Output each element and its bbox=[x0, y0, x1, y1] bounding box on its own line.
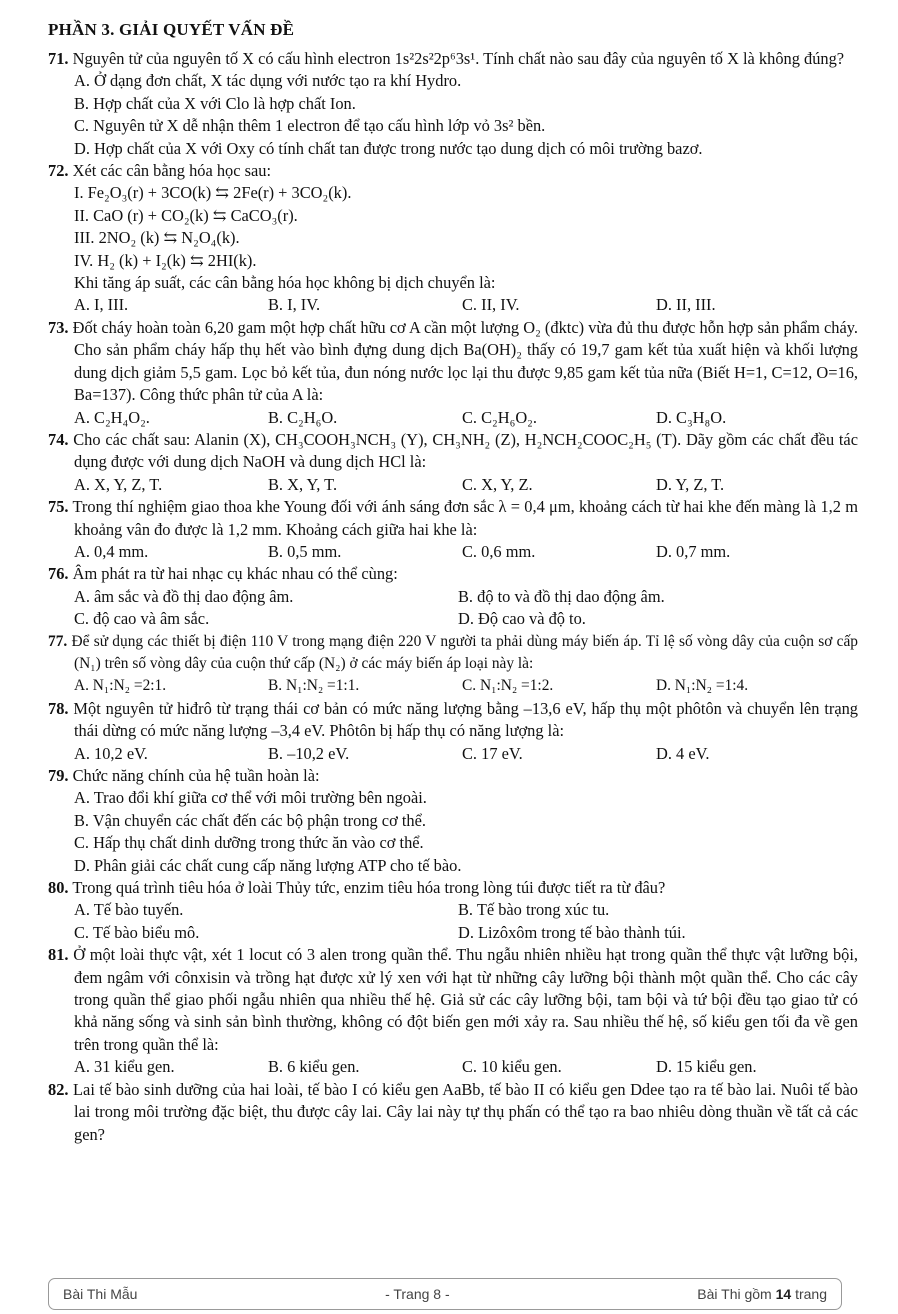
answer-option-d: D. Lizôxôm trong tế bào thành túi. bbox=[458, 922, 686, 942]
answer-options bbox=[48, 407, 858, 429]
answer-options bbox=[48, 586, 858, 631]
answer-option-a: A. I, III. bbox=[74, 295, 129, 315]
answer-option-b: B. –10,2 eV. bbox=[268, 743, 350, 763]
answer-option-c: C. C₂H₆O₂. bbox=[462, 407, 537, 427]
answer-option-c: C. Tế bào biểu mô. bbox=[74, 922, 200, 942]
question-stem bbox=[48, 765, 858, 787]
exam-page bbox=[48, 20, 858, 1146]
answer-option-b: B. X, Y, T. bbox=[268, 474, 338, 494]
answer-option-b: B. C₂H₆O. bbox=[268, 407, 338, 427]
question-text: Trong quá trình tiêu hóa ở loài Thủy tức, enzim tiêu hóa trong lòng túi được tiết ra từ đâu? bbox=[72, 878, 666, 898]
question-number: 76. bbox=[48, 564, 69, 584]
answer-option-b: B. I, IV. bbox=[268, 295, 321, 315]
question-1 bbox=[48, 48, 858, 160]
question-stem bbox=[48, 944, 858, 1056]
answer-options bbox=[48, 474, 858, 496]
question-stem bbox=[48, 48, 858, 70]
question-stem bbox=[48, 496, 858, 541]
answer-options bbox=[48, 899, 858, 944]
answer-option-d: D. Độ cao và độ to. bbox=[458, 609, 586, 629]
answer-option-c: C. 10 kiểu gen. bbox=[462, 1057, 562, 1077]
answer-option-c: C. Nguyên tử X dễ nhận thêm 1 electron để tạo cấu hình lớp vỏ 3s² bền. bbox=[74, 116, 546, 136]
answer-option-d: D. 0,7 mm. bbox=[656, 541, 731, 561]
question-line: I. Fe₂O₃(r) + 3CO(k) ⇆ 2Fe(r) + 3CO₂(k). bbox=[74, 183, 352, 203]
answer-option-b: B. Hợp chất của X với Clo là hợp chất Ion. bbox=[74, 93, 356, 113]
answer-option-c: C. Hấp thụ chất dinh dưỡng trong thức ăn vào cơ thể. bbox=[74, 833, 424, 853]
answer-option-c: C. N₁:N₂ =1:2. bbox=[462, 677, 554, 695]
answer-option-c: C. độ cao và âm sắc. bbox=[74, 609, 210, 629]
question-number: 73. bbox=[48, 317, 69, 337]
question-text: Cho các chất sau: Alanin (X), CH₃COOH₃NCH₃ (Y), CH₃NH₂ (Z), H₂NCH₂COOC₂H₅ (T). Dãy gồm các chất đều tác dụng được với dung dịch NaOH và dung dịch HCl là: bbox=[73, 429, 858, 472]
question-stem bbox=[48, 563, 858, 585]
answer-options bbox=[48, 541, 858, 563]
answer-option-a: A. 0,4 mm. bbox=[74, 541, 149, 561]
answer-option-d: D. 4 eV. bbox=[656, 743, 710, 763]
question-list bbox=[48, 48, 858, 1146]
answer-option-d: D. Hợp chất của X với Oxy có tính chất tan được trong nước tạo dung dịch có môi trường bazơ. bbox=[74, 138, 703, 158]
answer-option-a: A. X, Y, Z, T. bbox=[74, 474, 163, 494]
answer-option-a: A. N₁:N₂ =2:1. bbox=[74, 677, 167, 695]
question-5 bbox=[48, 496, 858, 563]
question-text: Nguyên tử của nguyên tố X có cấu hình electron 1s²2s²2p⁶3s¹. Tính chất nào sau đây của nguyên tố X là không đúng? bbox=[72, 49, 845, 68]
section-title: PHẦN 3. GIẢI QUYẾT VẤN ĐỀ bbox=[48, 20, 295, 39]
question-6 bbox=[48, 563, 858, 630]
question-7 bbox=[48, 631, 858, 698]
answer-options bbox=[48, 294, 858, 316]
answer-option-a: A. Tế bào tuyến. bbox=[74, 900, 184, 920]
answer-option-d: D. Y, Z, T. bbox=[656, 474, 725, 494]
answer-option-a: A. Trao đổi khí giữa cơ thể với môi trường bên ngoài. bbox=[74, 788, 427, 808]
question-9 bbox=[48, 765, 858, 877]
answer-option-b: B. 0,5 mm. bbox=[268, 541, 342, 561]
question-number: 71. bbox=[48, 49, 69, 68]
question-stem bbox=[48, 429, 858, 474]
question-number: 78. bbox=[48, 698, 69, 718]
question-12 bbox=[48, 1079, 858, 1146]
answer-option-a: A. 10,2 eV. bbox=[74, 743, 148, 763]
question-text: Một nguyên tử hiđrô từ trạng thái cơ bản có mức năng lượng bằng –13,6 eV, hấp thụ một phôtôn và chuyển lên trạng thái dừng có mức năng lượng –3,4 eV. Phôtôn bị hấp thụ có năng lượng là: bbox=[73, 698, 858, 741]
question-stem bbox=[48, 877, 858, 899]
answer-option-b: B. N₁:N₂ =1:1. bbox=[268, 677, 360, 695]
question-10 bbox=[48, 877, 858, 944]
answer-options bbox=[48, 70, 858, 160]
answer-options bbox=[48, 743, 858, 765]
answer-option-b: B. Vận chuyển các chất đến các bộ phận trong cơ thể. bbox=[74, 810, 426, 830]
question-number: 75. bbox=[48, 497, 69, 517]
question-line: II. CaO (r) + CO₂(k) ⇆ CaCO₃(r). bbox=[74, 205, 298, 225]
answer-option-a: A. âm sắc và đồ thị dao động âm. bbox=[74, 586, 294, 606]
footer-right-prefix: Bài Thi gồm bbox=[697, 1286, 776, 1302]
answer-option-d: D. Phân giải các chất cung cấp năng lượng ATP cho tế bào. bbox=[74, 855, 462, 875]
answer-option-a: A. C₂H₄O₂. bbox=[74, 407, 150, 427]
question-number: 74. bbox=[48, 429, 69, 449]
question-number: 80. bbox=[48, 878, 69, 898]
footer-page-number: - Trang 8 - bbox=[385, 1286, 450, 1302]
answer-option-d: D. II, III. bbox=[656, 295, 716, 315]
question-text: Để sử dụng các thiết bị điện 110 V trong mạng điện 220 V người ta phải dùng máy biến áp. Tỉ lệ số vòng dây của cuộn sơ cấp (N₁) trên số vòng dây của cuộn thứ cấp (N₂) ở các máy biến áp loại này là: bbox=[71, 632, 858, 672]
question-number: 72. bbox=[48, 161, 69, 181]
answer-options bbox=[48, 787, 858, 877]
question-11 bbox=[48, 944, 858, 1078]
question-stem bbox=[48, 160, 858, 182]
answer-option-a: A. Ở dạng đơn chất, X tác dụng với nước tạo ra khí Hydro. bbox=[74, 71, 462, 91]
answer-option-c: C. X, Y, Z. bbox=[462, 474, 533, 494]
question-text: Xét các cân bằng hóa học sau: bbox=[72, 161, 272, 181]
answer-option-d: D. 15 kiểu gen. bbox=[656, 1057, 757, 1077]
question-text: Đốt cháy hoàn toàn 6,20 gam một hợp chất hữu cơ A cần một lượng O₂ (đktc) vừa đủ thu được hỗn hợp sản phẩm cháy. Cho sản phẩm cháy hấp thụ hết vào bình đựng dung dịch Ba(OH)₂ thấy có 19,7 gam kết tủa xuất hiện và khối lượng dung dịch giảm 5,5 gam. Lọc bỏ kết tủa, đun nóng nước lọc lại thu được 9,85 gam kết tủa nữa (Biết H=1, C=12, O=16, Ba=137). Công thức phân tử của A là: bbox=[72, 317, 858, 405]
question-text: Ở một loài thực vật, xét 1 locut có 3 alen trong quần thể. Thu ngẫu nhiên nhiều hạt trong quần thể thực vật lưỡng bội, đem ngâm với cônxisin và trồng hạt được xử lý xen với hạt từ những cây lưỡng bội thành một quần thể. Cho các cây trong quần thể giao phối ngẫu nhiên qua nhiều thế hệ. Giả sử các cây lưỡng bội, tam bội và tứ bội đều tạo giao tử có khả năng sống và sinh sản bình thường, không có đột biến gen mới xảy ra. Sau nhiều thế hệ, số kiểu gen tối đa về gen trên trong quần thể là: bbox=[73, 945, 858, 1054]
answer-options bbox=[48, 675, 858, 697]
footer-total-pages: 14 bbox=[775, 1286, 792, 1302]
answer-option-b: B. Tế bào trong xúc tu. bbox=[458, 900, 610, 920]
question-number: 79. bbox=[48, 766, 69, 785]
question-line: III. 2NO₂ (k) ⇆ N₂O₄(k). bbox=[74, 228, 240, 248]
footer-right-suffix: trang bbox=[791, 1286, 827, 1302]
answer-option-b: B. độ to và đồ thị dao động âm. bbox=[458, 586, 665, 606]
question-line: Khi tăng áp suất, các cân bằng hóa học không bị dịch chuyển là: bbox=[74, 273, 496, 293]
answer-option-d: D. N₁:N₂ =1:4. bbox=[656, 677, 749, 695]
question-number: 77. bbox=[48, 632, 68, 650]
question-stem bbox=[48, 698, 858, 743]
answer-option-c: C. II, IV. bbox=[462, 295, 520, 315]
question-2 bbox=[48, 160, 858, 317]
answer-option-b: B. 6 kiểu gen. bbox=[268, 1057, 360, 1077]
question-4 bbox=[48, 429, 858, 496]
question-text: Lai tế bào sinh dưỡng của hai loài, tế bào I có kiểu gen AaBb, tế bào II có kiểu gen Ddee tạo ra tế bào lai. Nuôi tế bào lai trong môi trường đặc biệt, thu được cây lai. Cây lai này tự thụ phấn có thể tạo ra bao nhiêu dòng thuần về tất cả các gen? bbox=[73, 1079, 858, 1144]
question-number: 82. bbox=[48, 1079, 69, 1099]
footer-right bbox=[697, 1286, 827, 1302]
footer-left: Bài Thi Mẫu bbox=[63, 1286, 138, 1302]
question-text: Chức năng chính của hệ tuần hoàn là: bbox=[72, 766, 320, 785]
answer-options bbox=[48, 1056, 858, 1078]
question-stem bbox=[48, 631, 858, 676]
answer-option-d: D. C₃H₈O. bbox=[656, 407, 727, 427]
question-3 bbox=[48, 317, 858, 429]
page-footer bbox=[48, 1278, 842, 1310]
question-stem bbox=[48, 317, 858, 407]
question-number: 81. bbox=[48, 945, 69, 965]
question-text: Trong thí nghiệm giao thoa khe Young đối với ánh sáng đơn sắc λ = 0,4 μm, khoảng cách từ hai khe đến màng là 1,2 m khoảng vân đo được là 1,2 mm. Khoảng cách giữa hai khe là: bbox=[72, 497, 858, 539]
question-8 bbox=[48, 698, 858, 765]
answer-option-c: C. 0,6 mm. bbox=[462, 541, 536, 561]
question-text: Âm phát ra từ hai nhạc cụ khác nhau có thể cùng: bbox=[72, 564, 398, 584]
question-stem bbox=[48, 1079, 858, 1146]
answer-option-a: A. 31 kiểu gen. bbox=[74, 1057, 175, 1077]
question-line: IV. H₂ (k) + I₂(k) ⇆ 2HI(k). bbox=[74, 250, 257, 270]
answer-option-c: C. 17 eV. bbox=[462, 743, 523, 763]
